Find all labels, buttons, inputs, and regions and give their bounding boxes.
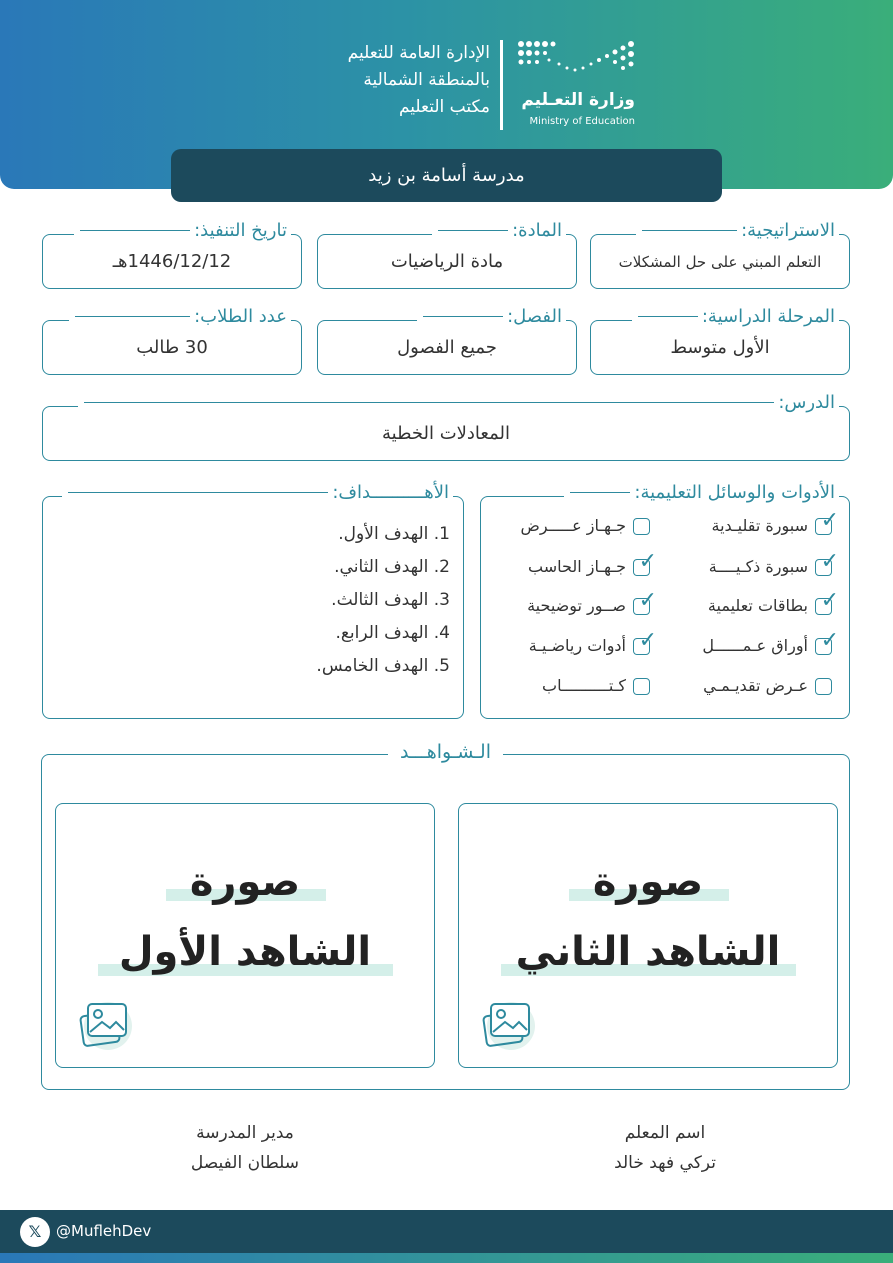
goal-item: 4. الهدف الرابع. [335, 623, 450, 643]
stage-value: الأول متوسط [670, 337, 770, 358]
ministry-name-en: Ministry of Education [529, 116, 635, 127]
class-value: جميع الفصول [397, 337, 497, 358]
students-value: 30 طالب [136, 337, 208, 358]
ministry-dots-icon [515, 38, 640, 83]
teacher-signature [540, 1118, 790, 1178]
photo-first-line1: صورة [189, 859, 301, 905]
check-icon: ✓ [638, 588, 657, 613]
subject-label: المادة: [432, 220, 566, 241]
teacher-name: تركي فهد خالد [614, 1153, 716, 1173]
tools-label: الأدوات والوسائل التعليمية: [564, 482, 839, 503]
ministry-name-ar: وزارة التعـليم [521, 90, 635, 110]
ministry-logo [515, 38, 640, 133]
date-label: تاريخ التنفيذ: [74, 220, 291, 241]
tool-item-label: جـهـاز الحاسب [528, 557, 626, 576]
stage-field [590, 306, 850, 375]
directorate-line-1: الإدارة العامة للتعليم [347, 43, 490, 63]
tool-item-label: بطاقات تعليمية [707, 596, 808, 615]
photo-first-line2: الشاهد الأول [118, 929, 372, 975]
header-divider [500, 40, 503, 130]
tool-item-label: جـهـاز عـــــرض [520, 516, 626, 535]
check-icon: ✓ [820, 549, 839, 574]
school-name: مدرسة أسامة بن زيد [171, 149, 722, 202]
goal-item: 1. الهدف الأول. [338, 524, 450, 544]
stage-label: المرحلة الدراسية: [632, 306, 839, 327]
tool-item-label: أدوات رياضـيـة [528, 636, 626, 655]
subject-value: مادة الرياضيات [390, 251, 504, 272]
image-icon [477, 994, 539, 1056]
date-value: 1446/12/12هـ [112, 251, 232, 272]
strategy-value: التعلم المبني على حل المشكلات [618, 252, 822, 271]
photo-second-line2: الشاهد الثاني [515, 929, 781, 975]
principal-signature [120, 1118, 370, 1178]
tool-item-label: أوراق عـمــــــل [702, 636, 808, 655]
check-icon: ✓ [820, 508, 839, 533]
goal-item: 3. الهدف الثالث. [331, 590, 450, 610]
lesson-field [42, 392, 850, 461]
evidence-title: الـشـواهـــد [388, 741, 503, 763]
goal-item: 2. الهدف الثاني. [334, 557, 450, 577]
evidence-photo-second[interactable] [458, 803, 838, 1068]
strategy-field [590, 220, 850, 289]
directorate-line-2: بالمنطقة الشمالية [363, 70, 490, 90]
teacher-title: اسم المعلم [624, 1123, 706, 1143]
principal-title: مدير المدرسة [196, 1123, 294, 1143]
tool-item-label: سبورة ذكـيــــة [708, 557, 808, 576]
author-handle[interactable]: @MuflehDev [56, 1222, 152, 1240]
evidence-photo-first[interactable] [55, 803, 435, 1068]
strategy-label: الاستراتيجية: [636, 220, 839, 241]
tool-checkbox[interactable] [633, 518, 650, 535]
directorate-line-3: مكتب التعليم [398, 97, 490, 117]
goals-label: الأهــــــــــداف: [62, 482, 453, 503]
students-field [42, 306, 302, 375]
image-icon [74, 994, 136, 1056]
subject-field [317, 220, 577, 289]
tool-item-label: سبورة تقليـدية [711, 516, 808, 535]
tool-item-label: صــور توضيحية [527, 596, 626, 615]
students-label: عدد الطلاب: [69, 306, 291, 327]
tool-item-label: كـتــــــــــاب [542, 676, 626, 695]
check-icon: ✓ [820, 588, 839, 613]
photo-second-line1: صورة [592, 859, 704, 905]
class-label: الفصل: [417, 306, 566, 327]
class-field [317, 306, 577, 375]
tool-checkbox[interactable] [815, 678, 832, 695]
lesson-label: الدرس: [78, 392, 839, 413]
x-logo-icon[interactable]: 𝕏 [20, 1217, 50, 1247]
principal-name: سلطان الفيصل [190, 1153, 300, 1173]
check-icon: ✓ [638, 549, 657, 574]
tool-checkbox[interactable] [633, 678, 650, 695]
tool-item-label: عـرض تقديـمـي [703, 676, 808, 695]
check-icon: ✓ [820, 628, 839, 653]
check-icon: ✓ [638, 628, 657, 653]
directorate-text [300, 40, 490, 121]
goal-item: 5. الهدف الخامس. [316, 656, 450, 676]
footer-strip [0, 1253, 893, 1263]
lesson-value: المعادلات الخطية [382, 423, 510, 444]
date-field [42, 220, 302, 289]
